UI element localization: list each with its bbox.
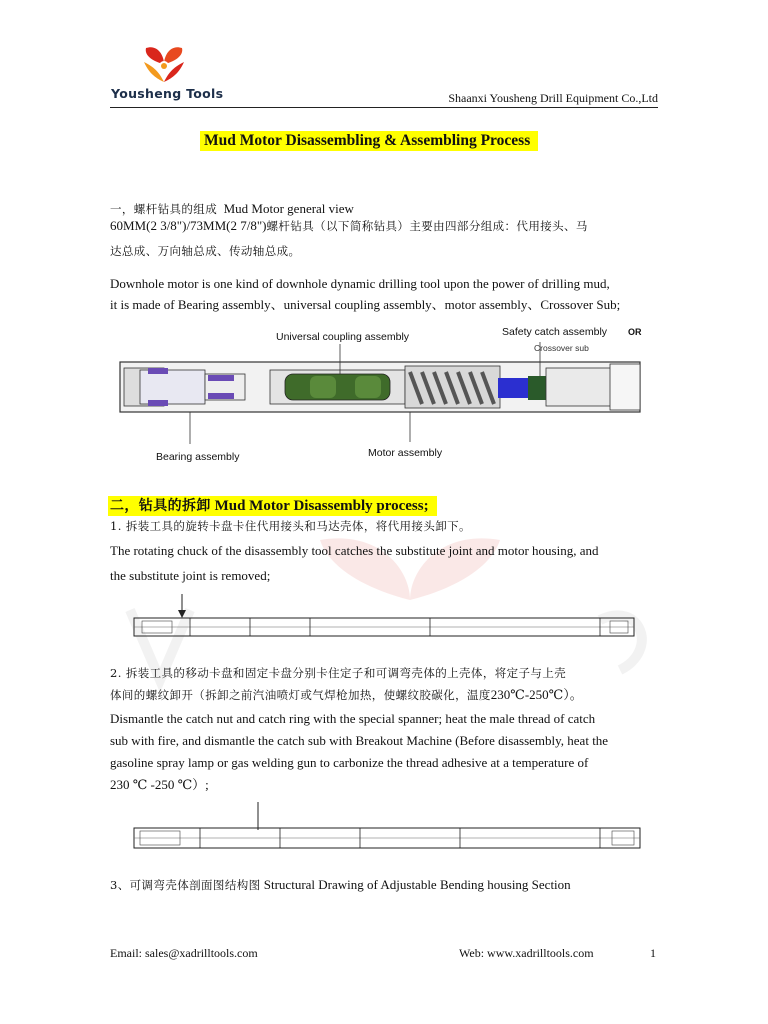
mud-motor-diagram xyxy=(110,320,658,480)
disassembly-step2-drawing xyxy=(130,800,650,856)
label-universal-coupling: Universal coupling assembly xyxy=(276,331,410,343)
section2-heading xyxy=(108,496,437,516)
step2-en-line1: Dismantle the catch nut and catch ring with the special spanner; heat the male thread of catch xyxy=(110,711,596,726)
footer-web: Web: www.xadrilltools.com xyxy=(459,946,594,960)
section1-line2: 达总成、万向轴总成、传动轴总成。 xyxy=(110,244,301,258)
label-safety-catch: Safety catch assembly xyxy=(502,326,608,338)
section1-heading-en: Mud Motor general view xyxy=(223,201,354,216)
section1-para-line1: Downhole motor is one kind of downhole dynamic drilling tool upon the power of drilling mud, xyxy=(110,276,610,291)
section1-para-line2: it is made of Bearing assembly、universal coupling assembly、motor assembly、Crossover Sub; xyxy=(110,297,621,312)
step3-en: Structural Drawing of Adjustable Bending housing Section xyxy=(263,877,571,892)
step1-cn: 1. 拆装工具的旋转卡盘卡住代用接头和马达壳体，将代用接头卸下。 xyxy=(110,519,471,533)
step2-cn-line2b: 230℃-250℃）。 xyxy=(490,687,583,702)
section1-line1-cn: 螺杆钻具（以下简称钻具）主要由四部分组成：代用接头、马 xyxy=(266,219,588,233)
section2-heading-cn: 二，钻具的拆卸 xyxy=(110,498,211,514)
company-name: Shaanxi Yousheng Drill Equipment Co.,Ltd xyxy=(448,91,658,105)
footer-email: Email: sales@xadrilltools.com xyxy=(110,946,258,960)
step2-cn-line2 xyxy=(110,686,583,704)
step2-en-line4: 230 ℃ -250 ℃）; xyxy=(110,777,209,792)
disassembly-step1-drawing xyxy=(130,592,650,642)
label-crossover-sub: Crossover sub xyxy=(534,343,589,353)
label-or: OR xyxy=(628,327,642,337)
header-rule xyxy=(110,107,658,108)
section1-line1-en: 60MM(2 3/8")/73MM(2 7/8") xyxy=(110,218,267,233)
step2-en-line3: gasoline spray lamp or gas welding gun to carbonize the thread adhesive at a temperature of xyxy=(110,755,589,770)
section1-heading-cn: 一，螺杆钻具的组成 xyxy=(110,202,218,216)
label-bearing-assembly: Bearing assembly xyxy=(156,451,240,463)
step2-cn-line2a: 体间的螺纹卸开（拆卸之前汽油喷灯或气焊枪加热，使螺纹胶碳化，温度 xyxy=(110,688,491,702)
step1-en-line2: the substitute joint is removed; xyxy=(110,568,271,583)
section1-heading xyxy=(110,200,354,218)
label-motor-assembly: Motor assembly xyxy=(368,447,443,459)
step2-cn-line1: 2. 拆装工具的移动卡盘和固定卡盘分别卡住定子和可调弯壳体的上壳体，将定子与上壳 xyxy=(110,666,567,680)
document-title: Mud Motor Disassembling & Assembling Process xyxy=(200,131,538,151)
logo-text: Yousheng Tools xyxy=(111,86,224,101)
step3-heading xyxy=(110,876,571,894)
page-number: 1 xyxy=(650,946,656,960)
section2-heading-en: Mud Motor Disassembly process; xyxy=(214,498,429,514)
step3-cn: 3、可调弯壳体剖面图结构图 xyxy=(110,878,261,892)
step1-en-line1: The rotating chuck of the disassembly tool catches the substitute joint and motor housing, and xyxy=(110,543,599,558)
step2-en-line2: sub with fire, and dismantle the catch sub with Breakout Machine (Before disassembly, heat the xyxy=(110,733,609,748)
company-logo-icon xyxy=(138,42,190,84)
section1-line1 xyxy=(110,217,588,235)
